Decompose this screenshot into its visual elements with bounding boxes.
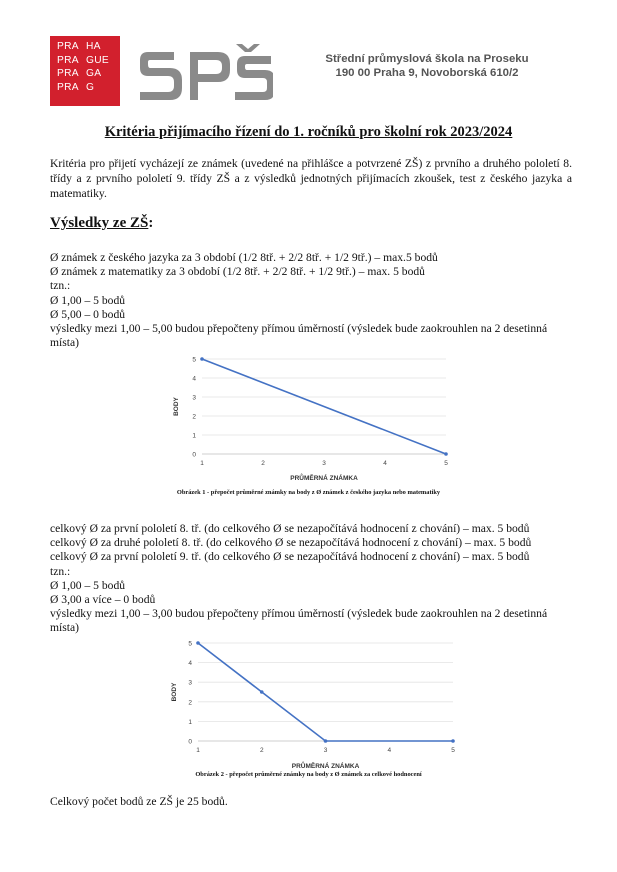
series-line — [198, 643, 453, 741]
x-tick-label: 4 — [383, 460, 387, 467]
praha-logo-text: G — [86, 81, 95, 93]
praha-logo-text: HA — [86, 41, 101, 52]
criteria-line: tzn.: — [50, 279, 71, 293]
y-tick-label: 4 — [188, 660, 192, 668]
chart-1 — [170, 352, 460, 482]
criteria-block-2 — [50, 522, 580, 636]
criteria-line: celkový Ø za první pololetí 9. tř. (do celkového Ø se nezapočítává hodnocení z chování) – max. 5 bodů — [50, 550, 530, 564]
x-axis-label: PRŮMĚRNÁ ZNÁMKA — [291, 763, 360, 770]
y-tick-label: 1 — [192, 432, 196, 440]
x-tick-label: 1 — [196, 747, 200, 754]
y-tick-label: 2 — [192, 413, 196, 421]
x-tick-label: 5 — [444, 460, 448, 467]
section-heading — [50, 215, 153, 232]
section-suffix: : — [148, 215, 154, 231]
praha-logo-text: PRA — [57, 54, 79, 66]
data-point — [200, 357, 204, 361]
criteria-line: Ø 1,00 – 5 bodů — [50, 293, 126, 307]
praha-logo-row — [57, 54, 120, 68]
praha-logo-row — [57, 67, 120, 81]
school-info — [292, 52, 562, 80]
praha-logo-row — [57, 40, 120, 54]
school-name: Střední průmyslová škola na Proseku — [325, 53, 529, 65]
criteria-line: celkový Ø za druhé pololetí 8. tř. (do celkového Ø se nezapočítává hodnocení z chování) – max. 5 bodů — [50, 536, 532, 550]
figure-1-caption: Obrázek 1 - přepočet průměrné známky na body z Ø známek z českého jazyka nebo matematiky — [176, 489, 441, 496]
criteria-block-1 — [50, 251, 580, 350]
data-point — [260, 690, 264, 694]
y-tick-label: 0 — [188, 738, 192, 746]
y-axis-label: BODY — [173, 397, 180, 416]
y-tick-label: 0 — [192, 451, 196, 459]
data-point — [196, 641, 200, 645]
x-tick-label: 3 — [322, 460, 326, 467]
praha-logo-text: PRA — [57, 81, 79, 93]
data-point — [444, 452, 448, 456]
y-tick-label: 3 — [188, 679, 192, 687]
section-title: Výsledky ze ZŠ — [50, 215, 149, 231]
criteria-line: celkový Ø za první pololetí 8. tř. (do celkového Ø se nezapočítává hodnocení z chování) – max. 5 bodů — [50, 522, 530, 535]
chart-2 — [168, 637, 463, 770]
criteria-line: Ø 3,00 a více – 0 bodů — [50, 593, 156, 607]
sps-logo — [138, 44, 273, 106]
y-tick-label: 3 — [192, 394, 196, 402]
x-axis-label: PRŮMĚRNÁ ZNÁMKA — [290, 475, 358, 482]
data-point — [451, 739, 455, 743]
praha-logo-text: PRA — [57, 68, 79, 79]
series-line — [202, 359, 446, 454]
criteria-line: výsledky mezi 1,00 – 3,00 budou přepočteny přímou úměrností (výsledek bude zaokrouhlen na 2 desetinná místa) — [50, 607, 548, 635]
criteria-line: Ø známek z českého jazyka za 3 období (1/2 8tř. + 2/2 8tř. + 1/2 9tř.) – max.5 bodů — [50, 251, 438, 264]
x-tick-label: 3 — [323, 747, 328, 754]
criteria-line: Ø 1,00 – 5 bodů — [50, 578, 126, 592]
x-tick-label: 2 — [261, 460, 265, 467]
praha-logo-text: PRA — [57, 41, 79, 52]
criteria-line: tzn.: — [50, 564, 71, 578]
intro-paragraph: Kritéria pro přijetí vycházejí ze známek (uvedené na přihlášce a potvrzené ZŠ) z prvního a druhého pololetí 8. třídy a z prvního pololetí 9. třídy ZŠ a z výsledků jednotných přijímacích zkoušek, test z českého jazyka a matematiky. — [50, 157, 572, 200]
figure-2-caption: Obrázek 2 - přepočet průměrné známky na body z Ø známek za celkové hodnocení — [195, 771, 422, 778]
criteria-line: Ø známek z matematiky za 3 období (1/2 8tř. + 2/2 8tř. + 1/2 9tř.) – max. 5 bodů — [50, 265, 425, 279]
praha-logo-row — [57, 81, 120, 95]
praha-logo — [50, 36, 120, 106]
y-tick-label: 2 — [188, 699, 192, 707]
y-tick-label: 4 — [192, 375, 196, 383]
y-axis-label: BODY — [171, 682, 178, 702]
praha-logo-text: GA — [86, 68, 102, 79]
x-tick-label: 4 — [387, 747, 392, 754]
criteria-line: výsledky mezi 1,00 – 5,00 budou přepočteny přímou úměrností (výsledek bude zaokrouhlen na 2 desetinná místa) — [50, 322, 548, 350]
data-point — [324, 739, 328, 743]
y-tick-label: 5 — [192, 356, 196, 364]
x-tick-label: 2 — [259, 747, 264, 754]
praha-logo-text: GUE — [86, 54, 109, 66]
total-points: Celkový počet bodů ze ZŠ je 25 bodů. — [50, 795, 228, 808]
x-tick-label: 1 — [200, 460, 204, 467]
y-tick-label: 5 — [188, 640, 192, 648]
page-title: Kritéria přijímacího řízení do 1. ročníků pro školní rok 2023/2024 — [104, 124, 513, 140]
y-tick-label: 1 — [188, 718, 192, 726]
criteria-line: Ø 5,00 – 0 bodů — [50, 307, 126, 321]
school-address: 190 00 Praha 9, Novoborská 610/2 — [335, 67, 519, 79]
x-tick-label: 5 — [451, 747, 455, 754]
